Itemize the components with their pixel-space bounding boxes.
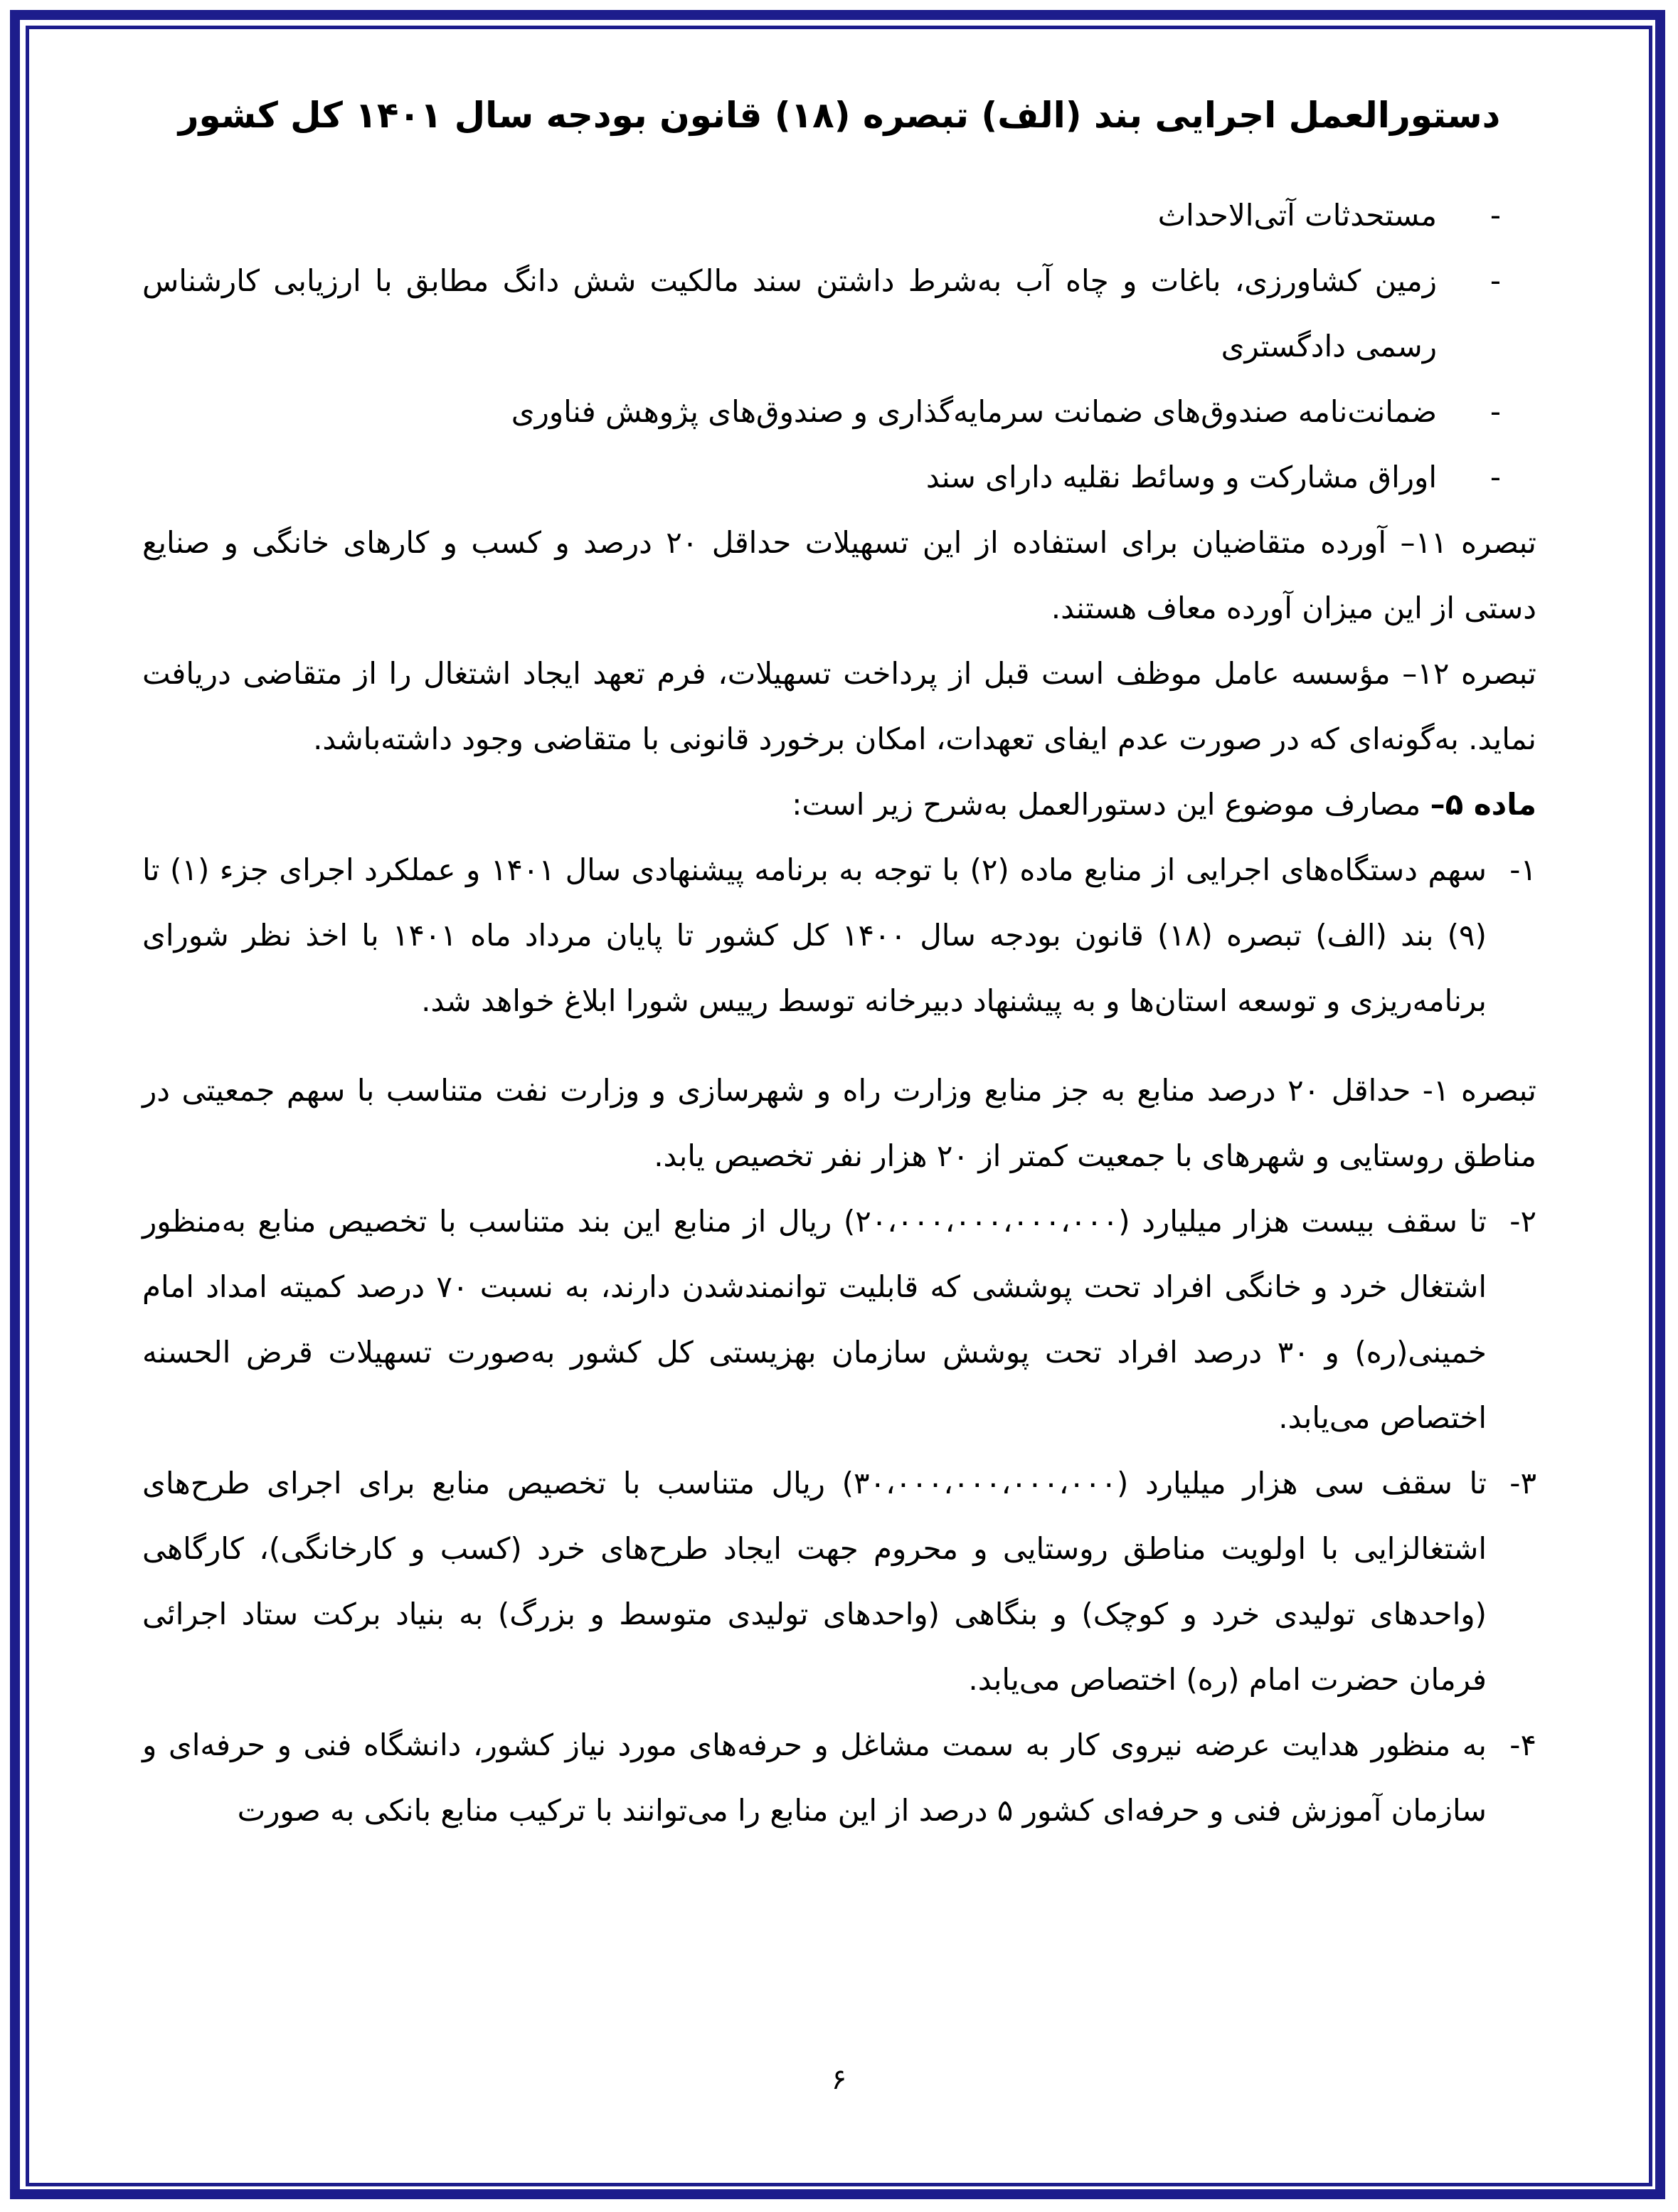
list-item-text: اوراق مشارکت و وسائط نقلیه دارای سند <box>925 460 1437 494</box>
item-number: ۲- <box>1509 1204 1536 1239</box>
article-5-label: ماده ۵– <box>1430 787 1536 822</box>
bullet-dash: - <box>1490 198 1501 233</box>
note-11-paragraph: تبصره ۱۱– آورده متقاضیان برای استفاده از این تسهیلات حداقل ۲۰ درصد و کسب و کارهای خانگی و صنایع دستی از این میزان آورده معاف هستند. <box>142 525 1536 625</box>
bullet-dash: - <box>1490 460 1501 494</box>
item-number: ۳- <box>1509 1466 1536 1501</box>
bullet-dash: - <box>1490 394 1501 429</box>
collateral-list <box>142 183 1536 510</box>
numbered-item-4 <box>142 1713 1536 1843</box>
list-item-text: زمین کشاورزی، باغات و چاه آب به‌شرط داشتن سند مالکیت شش دانگ مطابق با ارزیابی کارشناس رسمی دادگستری <box>142 263 1437 364</box>
article-5-heading <box>142 772 1536 837</box>
numbered-item-text: سهم دستگاه‌های اجرایی از منابع ماده (۲) با توجه به برنامه پیشنهادی سال ۱۴۰۱ و عملکرد اجرای جزء (۱) تا (۹) بند (الف) تبصره (۱۸) قانون بودجه سال ۱۴۰۰ کل کشور تا پایان مرداد ماه ۱۴۰۱ با اخذ نظر شورای برنامه‌ریزی و توسعه استان‌ها و به پیشنهاد دبیرخانه توسط رییس شورا ابلاغ خواهد شد. <box>142 852 1487 1018</box>
document-page <box>142 92 1536 1843</box>
list-item <box>142 445 1536 510</box>
list-item <box>142 379 1536 445</box>
document-title: دستورالعمل اجرایی بند (الف) تبصره (۱۸) قانون بودجه سال ۱۴۰۱ کل کشور <box>178 95 1501 136</box>
numbered-item-text: تا سقف سی هزار میلیارد (۳۰،۰۰۰،۰۰۰،۰۰۰،۰۰۰) ریال متناسب با تخصیص منابع برای اجرای طرح‌های اشتغالزایی با اولویت مناطق روستایی و محروم جهت ایجاد طرح‌های خرد (کسب و کارخانگی)، کارگاهی (واحدهای تولیدی خرد و کوچک) و بنگاهی (واحدهای تولیدی متوسط و بزرگ) به بنیاد برکت ستاد اجرائی فرمان حضرت امام (ره) اختصاص می‌یابد. <box>142 1466 1487 1697</box>
list-item-text: مستحدثات آتی‌الاحداث <box>1157 198 1437 233</box>
list-item <box>142 183 1536 248</box>
article-5-text: مصارف موضوع این دستورالعمل به‌شرح زیر است: <box>792 787 1430 822</box>
numbered-item-text: به منظور هدایت عرضه نیروی کار به سمت مشاغل و حرفه‌های مورد نیاز کشور، دانشگاه فنی و حرفه‌ای و سازمان آموزش فنی و حرفه‌ای کشور ۵ درصد از این منابع را می‌توانند با ترکیب منابع بانکی به صورت <box>142 1727 1487 1828</box>
bullet-dash: - <box>1490 263 1501 298</box>
page-number: ۶ <box>831 2063 847 2096</box>
numbered-item-3 <box>142 1451 1536 1713</box>
note-12-paragraph: تبصره ۱۲– مؤسسه عامل موظف است قبل از پرداخت تسهیلات، فرم تعهد ایجاد اشتغال را از متقاضی دریافت نماید. به‌گونه‌ای که در صورت عدم ایفای تعهدات، امکان برخورد قانونی با متقاضی وجود داشته‌باشد. <box>142 656 1536 756</box>
item-number: ۱- <box>1509 852 1536 887</box>
numbered-item-1 <box>142 837 1536 1034</box>
list-item <box>142 248 1536 379</box>
item-number: ۴- <box>1509 1727 1536 1762</box>
note-1-paragraph: تبصره ۱- حداقل ۲۰ درصد منابع به جز منابع وزارت راه و شهرسازی و وزارت نفت متناسب با سهم جمعیتی در مناطق روستایی و شهرهای با جمعیت کمتر از ۲۰ هزار نفر تخصیص یابد. <box>142 1073 1536 1173</box>
list-item-text: ضمانت‌نامه صندوق‌های ضمانت سرمایه‌گذاری و صندوق‌های پژوهش فناوری <box>511 394 1437 429</box>
numbered-item-2 <box>142 1189 1536 1451</box>
numbered-item-text: تا سقف بیست هزار میلیارد (۲۰،۰۰۰،۰۰۰،۰۰۰،۰۰۰) ریال از منابع این بند متناسب با تخصیص منابع به‌منظور اشتغال خرد و خانگی افراد تحت پوششی که قابلیت توانمندشدن دارند، به نسبت ۷۰ درصد کمیته امداد امام خمینی(ره) و ۳۰ درصد افراد تحت پوشش سازمان بهزیستی کل کشور به‌صورت تسهیلات قرض الحسنه اختصاص می‌یابد. <box>142 1204 1487 1435</box>
